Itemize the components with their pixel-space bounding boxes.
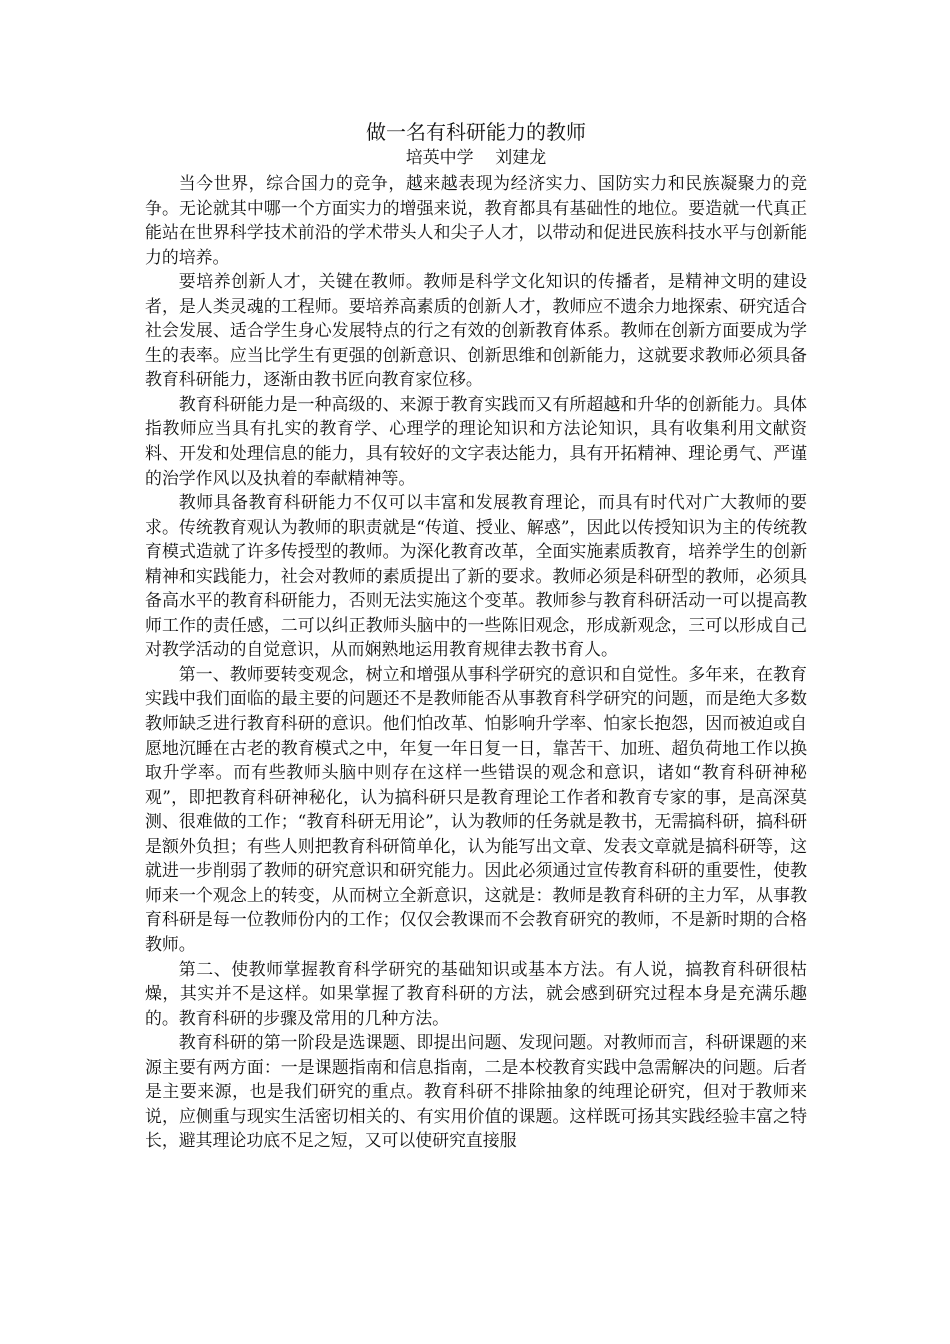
paragraph-1: 当今世界，综合国力的竞争，越来越表现为经济实力、国防实力和民族凝聚力的竞争。无论就其中哪一个方面实力的增强来说，教育都具有基础性的地位。要造就一代真正能站在世界科学技术前沿的学术带头人和尖子人才，以带动和促进民族科技水平与创新能力的培养。 (145, 173, 807, 267)
paragraph-7: 教育科研的第一阶段是选课题、即提出问题、发现问题。对教师而言，科研课题的来源主要有两方面：一是课题指南和信息指南，二是本校教育实践中急需解决的问题。后者是主要来源，也是我们研究的重点。教育科研不排除抽象的纯理论研究，但对于教师来说，应侧重与现实生活密切相关的、有实用价值的课题。这样既可扬其实践经验丰富之特长，避其理论功底不足之短，又可以使研究直接服 (145, 1032, 807, 1151)
paragraph-3: 教育科研能力是一种高级的、来源于教育实践而又有所超越和升华的创新能力。具体指教师应当具有扎实的教育学、心理学的理论知识和方法论知识，具有收集利用文献资料、开发和处理信息的能力，具有较好的文字表达能力，具有开拓精神、理论勇气、严谨的治学作风以及执着的奉献精神等。 (145, 393, 807, 488)
paragraph-4: 教师具备教育科研能力不仅可以丰富和发展教育理论，而具有时代对广大教师的要求。传统教育观认为教师的职责就是“传道、授业、解惑”，因此以传授知识为主的传统教育模式造就了许多传授型的教师。为深化教育改革，全面实施素质教育，培养学生的创新精神和实践能力，社会对教师的素质提出了新的要求。教师必须是科研型的教师，必须具备高水平的教育科研能力，否则无法实施这个变革。教师参与教育科研活动一可以提高教师工作的责任感，二可以纠正教师头脑中的一些陈旧观念，形成新观念，三可以形成自己对教学活动的自觉意识，从而娴熟地运用教育规律去教书育人。 (145, 492, 807, 660)
paragraph-5: 第一、教师要转变观念，树立和增强从事科学研究的意识和自觉性。多年来，在教育实践中我们面临的最主要的问题还不是教师能否从事教育科学研究的问题，而是绝大多数教师缺乏进行教育科研的意识。他们怕改革、怕影响升学率、怕家长抱怨，因而被迫或自愿地沉睡在古老的教育模式之中，年复一年日复一日，靠苦干、加班、超负荷地工作以换取升学率。而有些教师头脑中则存在这样一些错误的观念和意识，诸如“教育科研神秘观”，即把教育科研神秘化，认为搞科研只是教育理论工作者和教育专家的事，是高深莫测、很难做的工作；“教育科研无用论”，认为教师的任务就是教书，无需搞科研，搞科研是额外负担；有些人则把教育科研简单化，认为能写出文章、发表文章就是搞科研等，这就进一步削弱了教师的研究意识和研究能力。因此必须通过宣传教育科研的重要性，使教师来一个观念上的转变，从而树立全新意识，这就是：教师是教育科研的主力军，从事教育科研是每一位教师份内的工作；仅仅会教课而不会教育研究的教师，不是新时期的合格教师。 (145, 663, 807, 954)
document-byline: 培英中学 刘建龙 (405, 148, 547, 168)
paragraph-2: 要培养创新人才，关键在教师。教师是科学文化知识的传播者，是精神文明的建设者，是人类灵魂的工程师。要培养高素质的创新人才，教师应不遗余力地探索、研究适合社会发展、适合学生身心发展特点的行之有效的创新教育体系。教师在创新方面要成为学生的表率。应当比学生有更强的创新意识、创新思维和创新能力，这就要求教师必须具备教育科研能力，逐渐由教书匠向教育家位移。 (145, 271, 807, 390)
paragraph-6: 第二、使教师掌握教育科学研究的基础知识或基本方法。有人说，搞教育科研很枯燥，其实并不是这样。如果掌握了教育科研的方法，就会感到研究过程本身是充满乐趣的。教育科研的步骤及常用的几种方法。 (145, 958, 807, 1028)
document-title: 做一名有科研能力的教师 (366, 120, 586, 144)
document-page (145, 118, 807, 1153)
